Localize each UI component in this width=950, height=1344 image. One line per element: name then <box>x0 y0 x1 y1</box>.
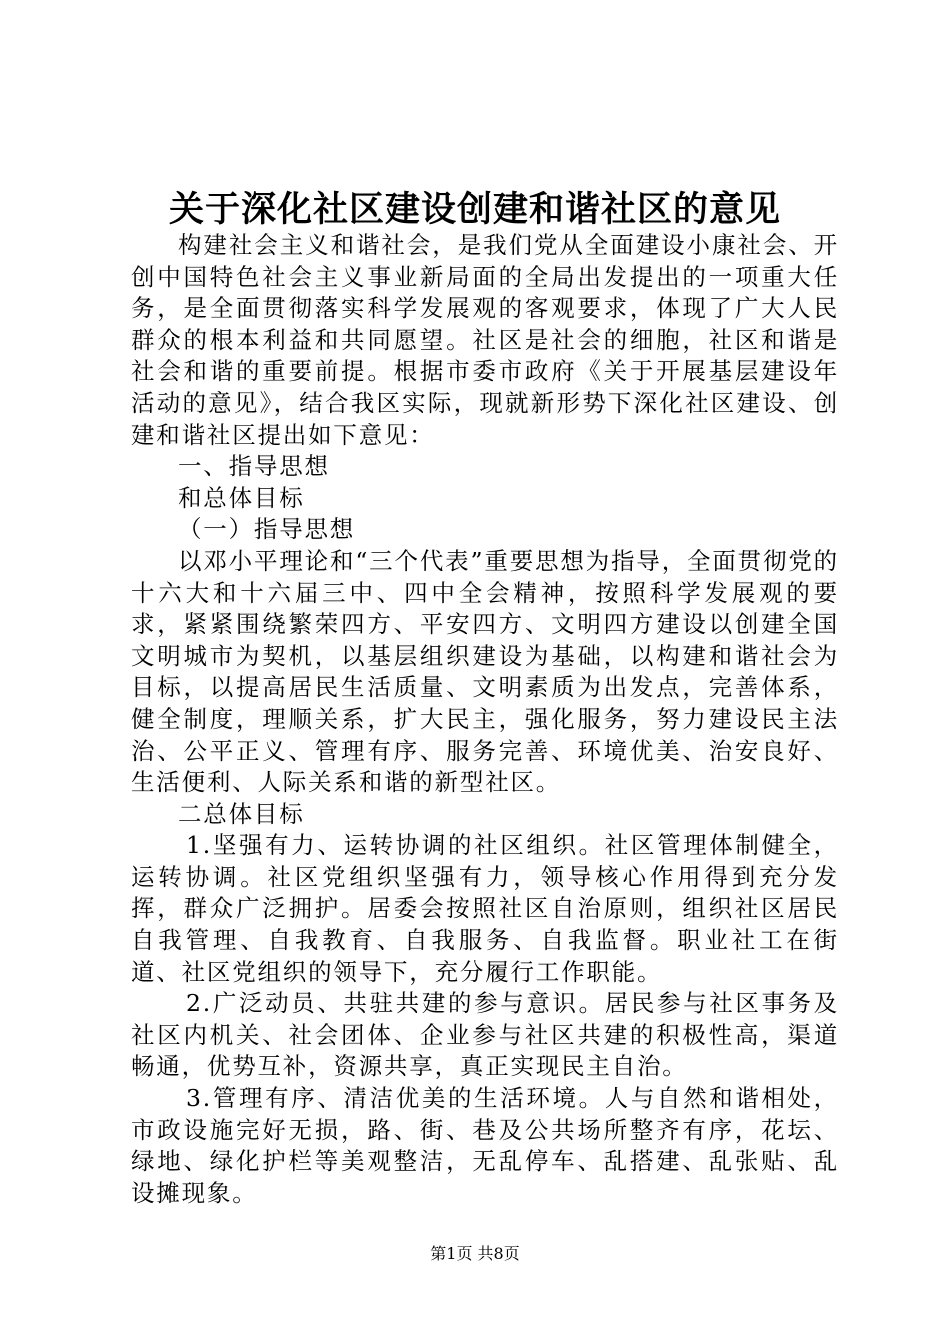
section-heading: 一、指导思想 <box>178 452 330 481</box>
document-title: 关于深化社区建设创建和谐社区的意见 <box>168 189 781 230</box>
goal-item: 1.坚强有力、运转协调的社区组织。社区管理体制健全，运转协调。社区党组织坚强有力，领导核心作用得到充分发挥，群众广泛拥护。居委会按照社区自治原则，组织社区居民自我管理、自我教育、自我服务、自我监督。职业社工在街道、社区党组织的领导下，充分履行工作职能。 <box>131 831 839 986</box>
page-number-footer: 第1页 共8页 <box>430 1244 520 1263</box>
subsection-heading-goals: 二总体目标 <box>178 799 305 828</box>
guiding-paragraph: 以邓小平理论和“三个代表”重要思想为指导，全面贯彻党的十六大和十六届三中、四中全会精神，按照科学发展观的要求，紧紧围绕繁荣四方、平安四方、文明四方建设以创建全国文明城市为契机，以基层组织建设为基础，以构建和谐社会为目标，以提高居民生活质量、文明素质为出发点，完善体系，健全制度，理顺关系，扩大民主，强化服务，努力建设民主法治、公平正义、管理有序、服务完善、环境优美、治安良好、生活便利、人际关系和谐的新型社区。 <box>131 546 839 797</box>
document-body <box>131 230 839 1209</box>
section-heading-continuation: 和总体目标 <box>178 483 305 512</box>
goal-item: 2.广泛动员、共驻共建的参与意识。居民参与社区事务及社区内机关、社会团体、企业参与社区共建的积极性高，渠道畅通，优势互补，资源共享，真正实现民主自治。 <box>131 989 839 1081</box>
intro-paragraph: 构建社会主义和谐社会，是我们党从全面建设小康社会、开创中国特色社会主义事业新局面的全局出发提出的一项重大任务，是全面贯彻落实科学发展观的客观要求，体现了广大人民群众的根本利益和共同愿望。社区是社会的细胞，社区和谐是社会和谐的重要前提。根据市委市政府《关于开展基层建设年活动的意见》，结合我区实际，现就新形势下深化社区建设、创建和谐社区提出如下意见： <box>131 231 839 449</box>
subsection-heading-guiding: （一）指导思想 <box>178 515 356 544</box>
goal-item: 3.管理有序、清洁优美的生活环境。人与自然和谐相处，市政设施完好无损，路、街、巷及公共场所整齐有序，花坛、绿地、绿化护栏等美观整洁，无乱停车、乱搭建、乱张贴、乱设摊现象。 <box>131 1084 839 1207</box>
